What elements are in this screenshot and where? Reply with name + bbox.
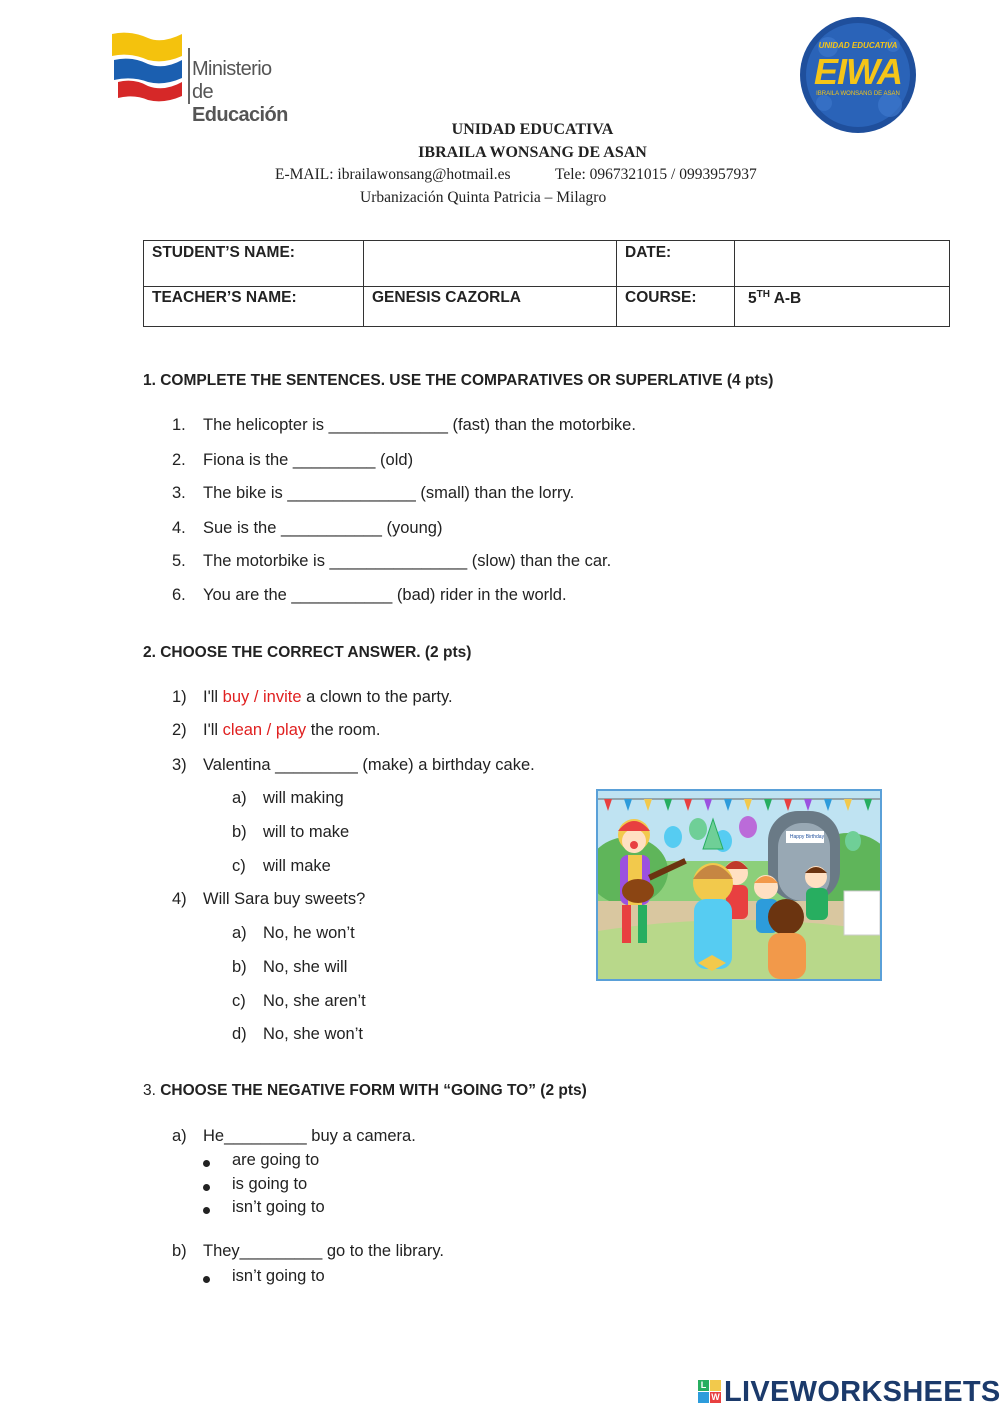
- s2-q1-post: a clown to the party.: [301, 688, 453, 706]
- ministerio-divider: [188, 48, 190, 104]
- option-text: No, she aren’t: [263, 992, 366, 1010]
- ministerio-flag-icon: [110, 30, 185, 102]
- option-letter: d): [232, 1025, 247, 1043]
- s1-item-text[interactable]: The bike is ______________ (small) than the lorry.: [203, 484, 575, 502]
- school-email: E-MAIL: ibrailawonsang@hotmail.es: [275, 166, 511, 183]
- s1-item-text[interactable]: You are the ___________ (bad) rider in the world.: [203, 586, 567, 604]
- bullet-option-text: are going to: [232, 1151, 320, 1169]
- section3-title-num: 3.: [143, 1082, 161, 1099]
- birthday-party-image: [596, 789, 882, 981]
- s1-item-text[interactable]: Sue is the ___________ (young): [203, 519, 443, 537]
- s1-item-num: 5.: [172, 552, 186, 570]
- s2-q2-text: [203, 721, 380, 740]
- liveworksheets-text: LIVEWORKSHEETS: [724, 1376, 1000, 1408]
- logo-square-yellow: [710, 1380, 721, 1391]
- student-info-table: [143, 240, 950, 327]
- s1-item-text[interactable]: The motorbike is _______________ (slow) than the car.: [203, 552, 612, 570]
- eiwa-badge-top: UNIDAD EDUCATIVA: [818, 41, 898, 50]
- s1-item-num: 6.: [172, 586, 186, 604]
- s2-q1-choice[interactable]: buy / invite: [222, 688, 302, 706]
- option-text: No, she will: [263, 958, 348, 976]
- option-text: No, he won’t: [263, 924, 355, 942]
- s2-q1-num: 1): [172, 688, 187, 706]
- logo-letter-w: W: [711, 1392, 720, 1402]
- teacher-name-label: TEACHER’S NAME:: [144, 287, 364, 327]
- ministerio-de: de: [192, 81, 214, 103]
- s2-q2-post: the room.: [306, 721, 381, 739]
- party-banner-text: Happy Birthday: [789, 834, 825, 840]
- bullet-option-text: is going to: [232, 1175, 308, 1193]
- s2-q2-num: 2): [172, 721, 187, 739]
- s1-item-num: 3.: [172, 484, 186, 502]
- course-num: 5: [748, 290, 757, 308]
- section2-title: 2. CHOOSE THE CORRECT ANSWER. (2 pts): [143, 644, 472, 661]
- course-value: [735, 287, 950, 327]
- school-line1: UNIDAD EDUCATIVA: [451, 121, 614, 138]
- option-text: will to make: [263, 823, 350, 841]
- option-letter: b): [232, 823, 247, 841]
- liveworksheets-watermark[interactable]: [698, 1376, 1000, 1410]
- s3-qb-text: They_________ go to the library.: [203, 1242, 444, 1260]
- s1-item-text[interactable]: The helicopter is _____________ (fast) than the motorbike.: [203, 416, 636, 434]
- ministerio-logo: [110, 30, 310, 126]
- party-scene-icon: [598, 791, 880, 979]
- bullet-option-text: isn’t going to: [232, 1267, 325, 1285]
- ministerio-line1: Ministerio: [192, 58, 272, 80]
- section1-title: 1. COMPLETE THE SENTENCES. USE THE COMPARATIVES OR SUPERLATIVE (4 pts): [143, 372, 774, 389]
- section3-title: [143, 1082, 587, 1100]
- student-name-value[interactable]: [364, 241, 617, 287]
- school-address: Urbanización Quinta Patricia – Milagro: [360, 189, 607, 206]
- option-text: will making: [263, 789, 344, 807]
- s2-q3-text: Valentina _________ (make) a birthday cake.: [203, 756, 535, 774]
- s1-item-text[interactable]: Fiona is the _________ (old): [203, 451, 414, 469]
- option-text: No, she won’t: [263, 1025, 363, 1043]
- logo-letter-l: L: [698, 1380, 709, 1391]
- option-letter: c): [232, 992, 246, 1010]
- student-name-label: STUDENT’S NAME:: [144, 241, 364, 287]
- s3-qa-letter: a): [172, 1127, 187, 1145]
- date-label: DATE:: [617, 241, 735, 287]
- eiwa-badge-bottom: IBRAILA WONSANG DE ASAN: [816, 91, 900, 97]
- eiwa-badge: [798, 15, 918, 135]
- liveworksheets-logo-icon: [698, 1380, 722, 1404]
- option-text: will make: [263, 857, 331, 875]
- s3-qb-letter: b): [172, 1242, 187, 1260]
- option-letter: a): [232, 924, 247, 942]
- option-letter: a): [232, 789, 247, 807]
- school-line2: IBRAILA WONSANG DE ASAN: [418, 144, 647, 161]
- s1-item-num: 1.: [172, 416, 186, 434]
- bullet-dot-icon: [203, 1184, 210, 1191]
- ministerio-educacion: Educación: [192, 104, 288, 126]
- bullet-dot-icon: [203, 1160, 210, 1167]
- bullet-dot-icon: [203, 1276, 210, 1283]
- course-label: COURSE:: [617, 287, 735, 327]
- bullet-dot-icon: [203, 1207, 210, 1214]
- s2-q3-num: 3): [172, 756, 187, 774]
- course-sup: TH: [756, 289, 770, 300]
- date-value[interactable]: [735, 241, 950, 287]
- section3-title-text: CHOOSE THE NEGATIVE FORM WITH “GOING TO” (2 pts): [160, 1082, 587, 1099]
- s2-q4-num: 4): [172, 890, 187, 908]
- s2-q2-pre: I'll: [203, 721, 223, 739]
- s2-q4-text: Will Sara buy sweets?: [203, 890, 366, 908]
- s1-item-num: 4.: [172, 519, 186, 537]
- s1-item-num: 2.: [172, 451, 186, 469]
- s2-q2-choice[interactable]: clean / play: [222, 721, 307, 739]
- s3-qa-text: He_________ buy a camera.: [203, 1127, 416, 1145]
- s2-q1-text: [203, 688, 453, 707]
- option-letter: c): [232, 857, 246, 875]
- option-letter: b): [232, 958, 247, 976]
- eiwa-badge-main: EIWA: [813, 51, 902, 92]
- bullet-option-text: isn’t going to: [232, 1198, 325, 1216]
- logo-square-blue: [698, 1392, 709, 1403]
- school-phone: Tele: 0967321015 / 0993957937: [555, 166, 757, 183]
- teacher-name-value: GENESIS CAZORLA: [364, 287, 617, 327]
- s2-q1-pre: I'll: [203, 688, 223, 706]
- course-rest: A-B: [769, 290, 802, 308]
